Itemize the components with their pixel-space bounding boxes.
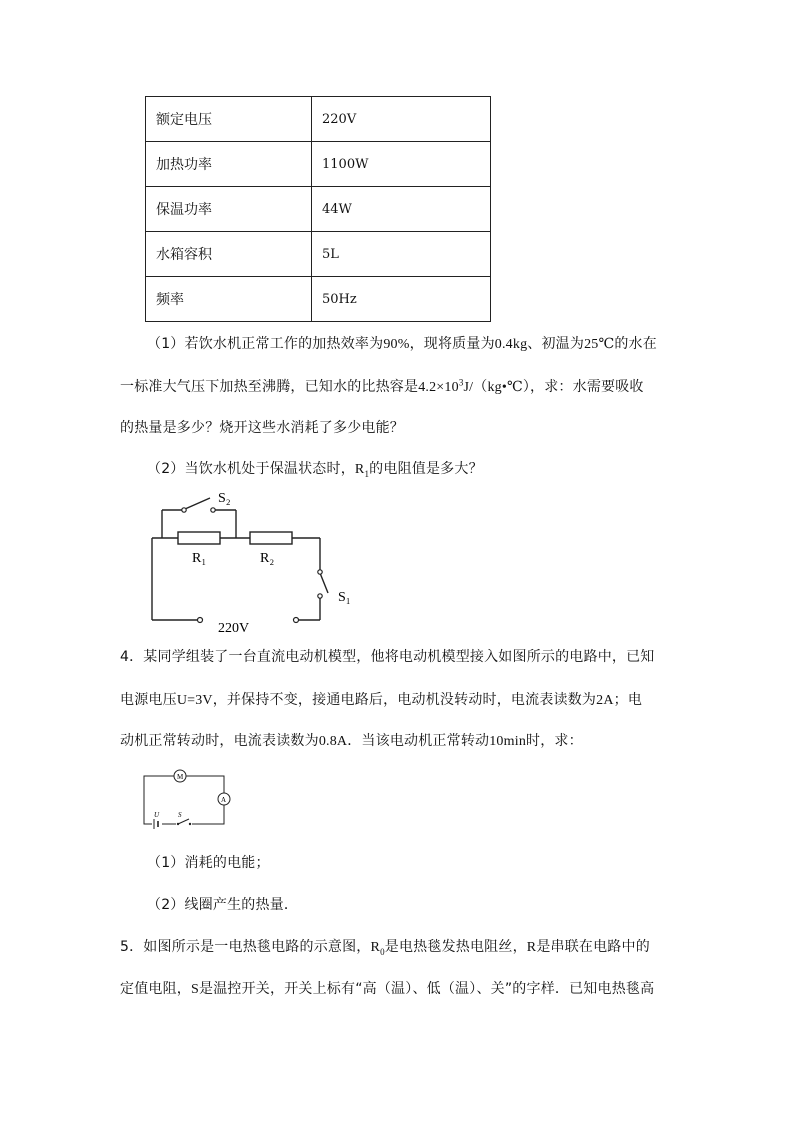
q3-part2-line: [147, 458, 483, 479]
spec-row: [146, 187, 491, 232]
q4-line1: [120, 646, 655, 666]
q4-line3: [120, 730, 583, 750]
resistor-r2: [250, 532, 292, 544]
spec-value: 44W: [312, 187, 491, 232]
resistor-r1: [178, 532, 220, 544]
text: 定值电阻，: [120, 981, 191, 997]
mass-value: 0.4kg: [494, 337, 528, 352]
text: 电源电压: [120, 692, 177, 708]
label-s2: S₂: [218, 491, 231, 506]
spec-row: [146, 232, 491, 277]
text: ；电: [613, 692, 643, 708]
text: 是温控开关，开关上标有“高（温）、低（温）、关”的字样．已知电热毯高: [199, 981, 655, 997]
text: （2）线圈产生的热量．: [147, 897, 299, 913]
efficiency-value: 90%: [383, 337, 410, 352]
time-value: 10min: [489, 734, 527, 749]
switch-s1: [320, 573, 328, 593]
specific-heat-exp: 3: [458, 377, 464, 388]
label-u: U: [154, 811, 160, 819]
spec-value: 5L: [312, 232, 491, 277]
heater-circuit-diagram: [140, 480, 370, 635]
text: ，并保持不变，接通电路后，电动机没转动时，电流表读数为: [212, 692, 597, 708]
spec-label: 加热功率: [146, 142, 312, 187]
text: 5．如图所示是一电热毯电路的示意图，: [120, 939, 371, 955]
q4-line2: [120, 689, 642, 709]
text: 的电阻值是多大？: [369, 461, 483, 477]
text: 、初温为: [527, 336, 585, 352]
label-voltage: 220V: [218, 621, 250, 635]
spec-value: 50Hz: [312, 277, 491, 322]
spec-label: 频率: [146, 277, 312, 322]
text: （1）消耗的电能；: [147, 855, 270, 871]
spec-value: 220V: [312, 97, 491, 142]
label-r1: R₁: [192, 551, 207, 566]
spec-label: 额定电压: [146, 97, 312, 142]
text: （2）当饮水机处于保温状态时，: [147, 461, 355, 477]
specific-heat-unit: J/（kg•℃）: [463, 380, 531, 395]
text: 动机正常转动时，电流表读数为: [120, 733, 319, 749]
text: ．当该电动机正常转动: [347, 733, 490, 749]
q3-part1-line1: [147, 333, 657, 353]
resistor-symbol: R: [354, 462, 365, 477]
q5-line1: [120, 936, 650, 957]
current-value-2: 0.8A: [318, 734, 348, 749]
text: 的水在: [614, 336, 657, 352]
specific-heat-base: 4.2×10: [418, 380, 459, 395]
text: 的热量是多少？烧开这些水消耗了多少电能？: [120, 420, 404, 436]
text: 一标准大气压下加热至沸腾，已知水的比热容是: [120, 379, 419, 395]
terminal-left: [198, 618, 203, 623]
spec-value: 1100W: [312, 142, 491, 187]
r0-subscript: 0: [380, 946, 385, 957]
label-s1: S₁: [338, 590, 351, 605]
spec-label: 保温功率: [146, 187, 312, 232]
spec-row: [146, 142, 491, 187]
text: 时，求：: [526, 733, 583, 749]
text: 4．某同学组装了一台直流电动机模型，他将电动机模型接入如图所示的电路中，已知: [120, 649, 655, 665]
switch-s2: [185, 498, 210, 509]
text: 是串联在电路中的: [536, 939, 650, 955]
s-symbol: S: [191, 982, 199, 997]
q4-sub1: [147, 852, 270, 872]
q4-sub2: [147, 894, 298, 914]
label-motor: M: [177, 773, 184, 781]
label-r2: R₂: [260, 551, 275, 566]
label-s: S: [178, 811, 182, 819]
spec-table: [145, 96, 491, 322]
text: ，现将质量为: [409, 336, 495, 352]
r0-symbol: R: [370, 940, 381, 955]
q5-line2: [120, 978, 654, 998]
resistor-subscript: 1: [364, 468, 370, 479]
motor-circuit-diagram: [140, 765, 240, 830]
r-symbol: R: [526, 940, 537, 955]
text: （1）若饮水机正常工作的加热效率为: [147, 336, 384, 352]
label-ammeter: A: [221, 796, 227, 804]
q3-part1-line3: [120, 417, 404, 437]
current-value-1: 2A: [596, 693, 614, 708]
text: 是电热毯发热电阻丝，: [384, 939, 527, 955]
terminal-right: [294, 618, 299, 623]
text: ，求：水需要吸收: [530, 379, 644, 395]
spec-row: [146, 277, 491, 322]
q3-part1-line2: [120, 376, 644, 396]
spec-label: 水箱容积: [146, 232, 312, 277]
spec-row: [146, 97, 491, 142]
temp-value: 25℃: [584, 337, 615, 352]
voltage-value: U=3V: [176, 693, 213, 708]
